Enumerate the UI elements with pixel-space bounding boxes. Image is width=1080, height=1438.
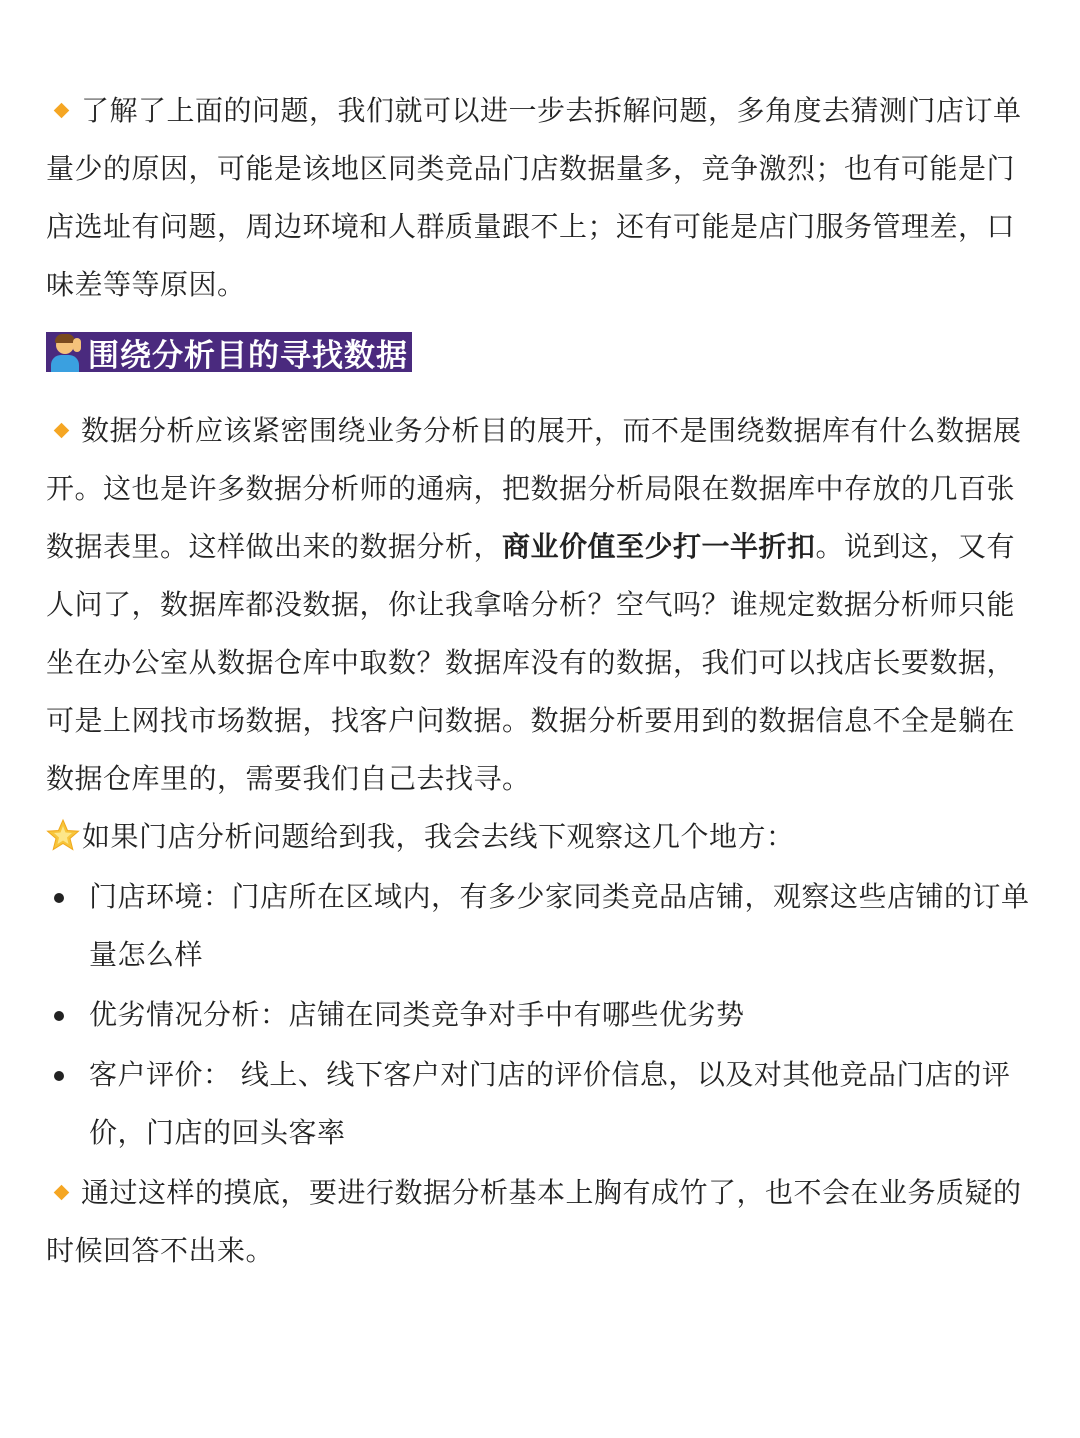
orange-diamond-icon [54,422,70,438]
star-line-text: 如果门店分析问题给到我，我会去线下观察这几个地方： [82,820,795,853]
section-heading-row [46,332,1036,372]
paragraph-main [46,402,1036,808]
paragraph-intro-text: 了解了上面的问题，我们就可以进一步去拆解问题，多角度去猜测门店订单量少的原因，可能是该地区同类竞品门店数据量多，竞争激烈；也有可能是门店选址有问题，周边环境和人群质量跟不上；还有可能是店门服务管理差，口味差等等原因。 [46,94,1022,301]
bullet-dot [54,893,64,903]
paragraph-intro [46,82,1036,314]
orange-diamond-icon [54,102,70,118]
list-item-text: 优劣情况分析：店铺在同类竞争对手中有哪些优劣势 [89,998,745,1031]
paragraph-main-after: 。说到这，又有人问了，数据库都没数据，你让我拿啥分析？空气吗？谁规定数据分析师只能坐在办公室从数据仓库中取数？数据库没有的数据，我们可以找店长要数据，可是上网找市场数据，找客户问数据。数据分析要用到的数据信息不全是躺在数据仓库里的，需要我们自己去找寻。 [46,530,1016,795]
list-item [46,1046,1036,1162]
list-item [46,868,1036,984]
list-item [46,986,1036,1044]
paragraph-main-bold: 商业价值至少打一半折扣 [502,530,816,563]
list-item-text: 客户评价： 线上、线下客户对门店的评价信息，以及对其他竞品门店的评价，门店的回头客率 [89,1058,1011,1149]
article-body [46,82,1036,1280]
bullet-dot [54,1011,64,1021]
list-item-text: 门店环境：门店所在区域内，有多少家同类竞品店铺，观察这些店铺的订单量怎么样 [89,880,1030,971]
person-raising-hand-icon [46,332,86,372]
star-icon [46,818,80,852]
paragraph-conclusion [46,1164,1036,1280]
section-heading [46,332,412,372]
paragraph-conclusion-text: 通过这样的摸底，要进行数据分析基本上胸有成竹了，也不会在业务质疑的时候回答不出来。 [46,1176,1022,1267]
paragraph-main-before: 数据分析应该紧密围绕业务分析目的展开，而不是围绕数据库有什么数据展开。这也是许多数据分析师的通病，把数据分析局限在数据库中存放的几百张数据表里。这样做出来的数据分析， [46,414,1022,563]
orange-diamond-icon [54,1184,70,1200]
star-line [46,808,1036,866]
bullet-dot [54,1071,64,1081]
observation-list [46,868,1036,1162]
section-heading-title: 围绕分析目的寻找数据 [88,337,408,374]
